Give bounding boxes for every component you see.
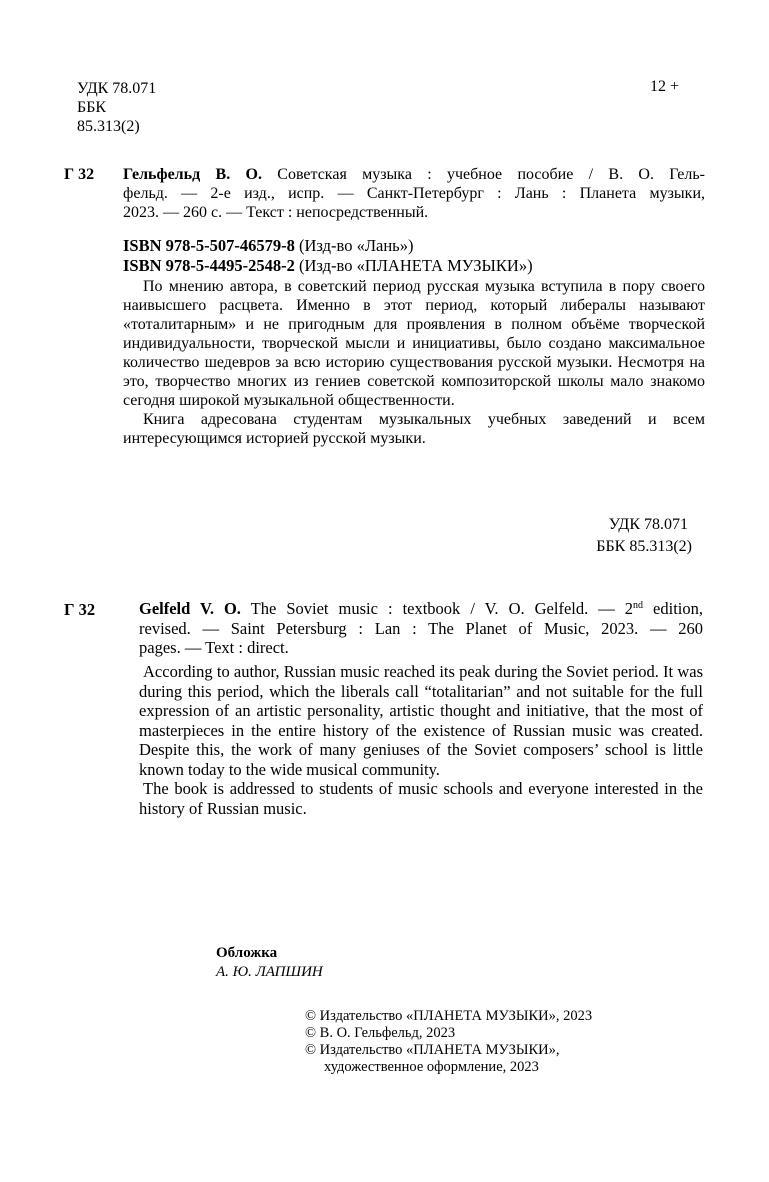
isbn-planet: [123, 256, 533, 276]
ru-abstract: [123, 277, 705, 448]
cover-credit: [216, 944, 323, 982]
right-udk: УДК 78.071: [608, 516, 688, 533]
copyright-design-note: художественное оформление, 2023: [324, 1059, 539, 1075]
ru-bibliographic-record: [123, 165, 705, 222]
en-author: Gelfeld V. O.: [139, 599, 241, 618]
age-rating: 12 +: [650, 78, 680, 95]
en-abstract-paragraph-1: According to author, Russian music reached its peak during the Soviet period. It was during this period, which the liberals call “totalitarian” and not suitable for the full expression of an artistic personality, artistic thought and initiative, that the most of masterpieces in the entire history of the existence of Russian music was created. Despite this, the work of many geniuses of the Soviet composers’ school is little known today to the wide musical community.: [139, 662, 703, 779]
copyright-author: © В. О. Гельфельд, 2023: [305, 1025, 456, 1041]
ru-author: Гельфельд В. О.: [123, 166, 262, 183]
en-record-line2: revised. — Saint Petersburg : Lan : The Planet of Music, 2023. — 260: [139, 618, 703, 638]
isbn-planet-publisher: (Изд-во «ПЛАНЕТА МУЗЫКИ»): [299, 256, 533, 275]
copyright-publisher: © Издательство «ПЛАНЕТА МУЗЫКИ», 2023: [305, 1008, 593, 1024]
copyright-block: [305, 1008, 592, 1076]
top-left-classification: [77, 79, 156, 136]
ru-record-line2: фельд. — 2-е изд., испр. — Санкт-Петербург : Лань : Планета музыки,: [123, 185, 705, 202]
en-abstract: [139, 662, 703, 818]
isbn-planet-number: ISBN 978-5-4495-2548-2: [123, 256, 295, 275]
cover-artist: А. Ю. ЛАПШИН: [216, 964, 323, 980]
en-record-code: Г 32: [64, 600, 96, 619]
cover-label: Обложка: [216, 945, 278, 961]
ru-record-line3: 2023. — 260 с. — Текст : непосредственный.: [123, 204, 429, 221]
ru-abstract-paragraph-1: По мнению автора, в советский период русская музыка вступила в пору своего наивысшего расцвета. Именно в этот период, который либералы называют «тоталитарным» и не пригодным для проявления в полном объёме творческой индивидуальности, творческой мысли и инициативы, было создано максимальное количество шедевров за всю историю существования русской музыки. Несмотря на это, творчество многих из гениев советской композиторской школы мало знакомо сегодня широкой музыкальной общественности.: [123, 278, 705, 409]
isbn-lan-number: ISBN 978-5-507-46579-8: [123, 236, 295, 255]
en-title: The Soviet music : textbook / V. O. Gelfeld. — 2: [250, 599, 634, 618]
en-record-line3: pages. — Text : direct.: [139, 638, 289, 657]
ru-title: Советская музыка : учебное пособие / В. О. Гель-: [277, 166, 706, 183]
en-record-line1: [139, 599, 703, 619]
en-edition-word: edition,: [643, 599, 704, 618]
udk-code: УДК 78.071: [77, 80, 157, 97]
en-bibliographic-record: [139, 599, 703, 658]
ru-isbn-block: [123, 236, 533, 276]
en-edition-suffix: nd: [633, 600, 644, 611]
right-bbk: ББК 85.313(2): [596, 538, 692, 555]
ru-record-code: Г 32: [64, 166, 95, 183]
en-abstract-paragraph-2: The book is addressed to students of music schools and everyone interested in the history of Russian music.: [139, 779, 703, 818]
ru-abstract-paragraph-2: Книга адресована студентам музыкальных учебных заведений и всем интересующимся историей русской музыки.: [123, 411, 705, 447]
isbn-lan: [123, 236, 533, 256]
isbn-lan-publisher: (Изд-во «Лань»): [299, 236, 414, 255]
bbk-label: ББК: [77, 99, 107, 116]
copyright-design-publisher: © Издательство «ПЛАНЕТА МУЗЫКИ»,: [305, 1042, 560, 1058]
bbk-code: 85.313(2): [77, 118, 140, 135]
ru-record-line1: [123, 165, 705, 184]
